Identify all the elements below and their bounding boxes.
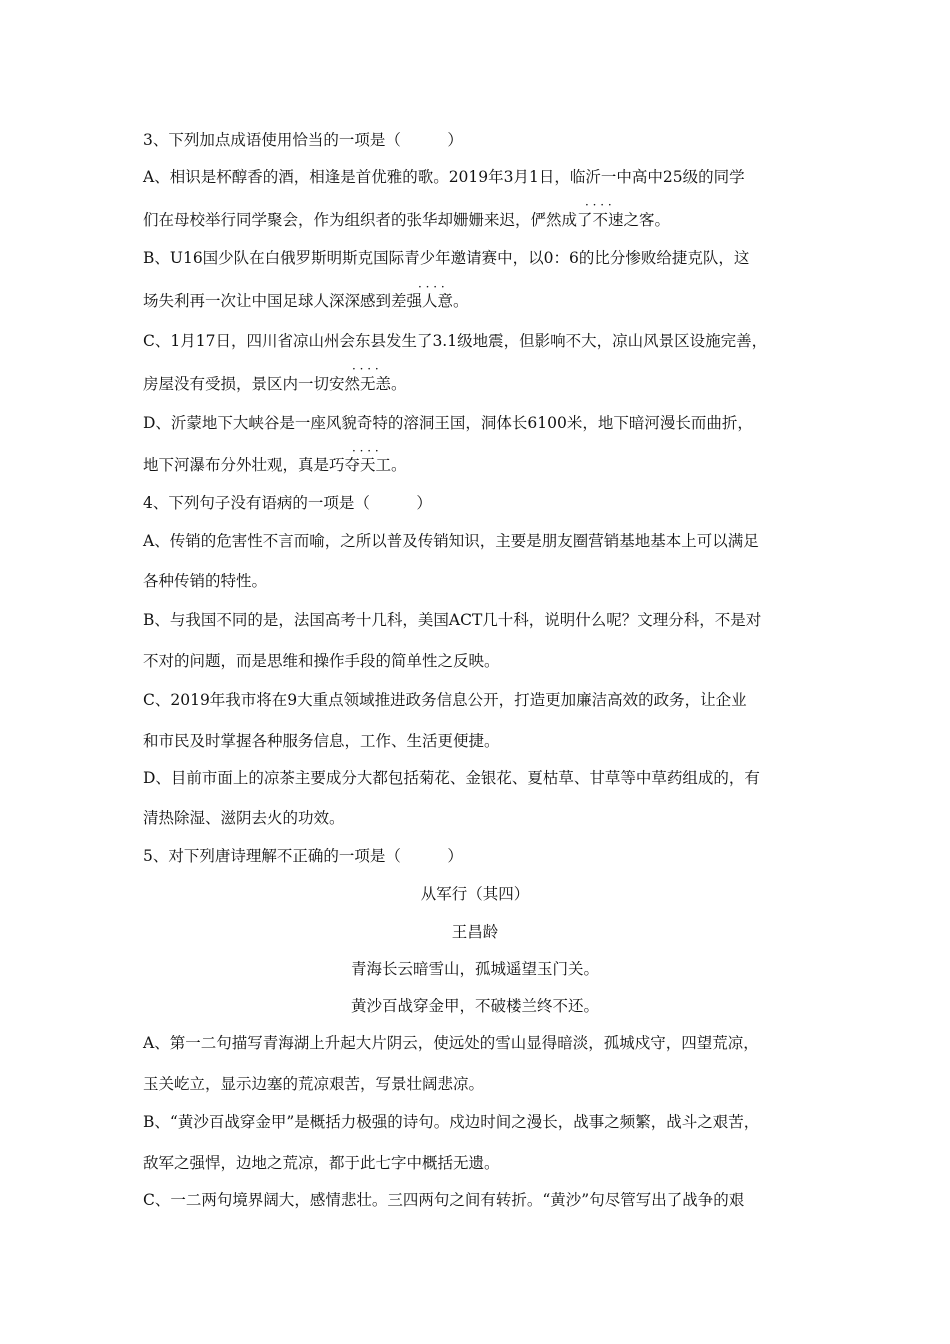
q3-option-d-line2: 地下河瀑布分外壮观，真是巧夺天工。 xyxy=(143,456,407,474)
q5-option-a-line2: 玉关屹立，显示边塞的荒凉艰苦，写景壮阔悲凉。 xyxy=(143,1075,485,1093)
question-3-stem: 3、下列加点成语使用恰当的一项是（ ） xyxy=(143,131,463,149)
q3-option-c-line1: C、1月17日，四川省凉山州会东县发生了3.1级地震，但影响不大，凉山风景区设施完善， xyxy=(143,332,768,350)
poem-line-1: 青海长云暗雪山，孤城遥望玉门关。 xyxy=(350,960,599,978)
q4-option-d-line2: 清热除湿、滋阴去火的功效。 xyxy=(143,809,345,827)
q4-option-b-line1: B、与我国不同的是，法国高考十几科，美国ACT几十科，说明什么呢？文理分科，不是对 xyxy=(143,611,762,629)
q4-option-c-line2: 和市民及时掌握各种服务信息，工作、生活更便捷。 xyxy=(143,732,500,750)
q5-option-c-line1: C、一二两句境界阔大，感情悲壮。三四两句之间有转折。“黄沙”句尽管写出了战争的艰 xyxy=(143,1191,745,1209)
q3-option-a-line1: A、相识是杯醇香的酒，相逢是首优雅的歌。2019年3月1日，临沂一中高中25级的同学 xyxy=(143,168,745,186)
q5-option-a-line1: A、第一二句描写青海湖上升起大片阴云，使远处的雪山显得暗淡，孤城戍守，四望荒凉， xyxy=(143,1034,759,1052)
q3-option-a-line2: 们在母校举行同学聚会，作为组织者的张华却姗姗来迟，俨然成了不速之客。 xyxy=(143,211,671,229)
question-5-stem: 5、对下列唐诗理解不正确的一项是（ ） xyxy=(143,847,463,865)
q4-option-a-line1: A、传销的危害性不言而喻，之所以普及传销知识，主要是朋友圈营销基地基本上可以满足 xyxy=(143,532,759,550)
q5-option-b-line1: B、“黄沙百战穿金甲”是概括力极强的诗句。戍边时间之漫长，战事之频繁，战斗之艰苦， xyxy=(143,1113,760,1131)
q3-option-b-line2: 场失利再一次让中国足球人深深感到差强人意。 xyxy=(143,292,469,310)
emphasis-dots: · · · · xyxy=(352,362,379,376)
poem-title: 从军行（其四） xyxy=(420,885,530,903)
emphasis-dots: · · · · xyxy=(352,444,379,458)
q3-option-d-line1: D、沂蒙地下大峡谷是一座风貌奇特的溶洞王国，洞体长6100米，地下暗河漫长而曲折， xyxy=(143,414,753,432)
poem-author: 王昌龄 xyxy=(451,923,499,941)
emphasis-dots: · · · · xyxy=(585,198,612,212)
q4-option-d-line1: D、目前市面上的凉茶主要成分大都包括菊花、金银花、夏枯草、甘草等中草药组成的，有 xyxy=(143,769,760,787)
q4-option-c-line1: C、2019年我市将在9大重点领域推进政务信息公开，打造更加廉洁高效的政务，让企业 xyxy=(143,691,747,709)
question-4-stem: 4、下列句子没有语病的一项是（ ） xyxy=(143,494,432,512)
q3-option-b-line1: B、U16国少队在白俄罗斯明斯克国际青少年邀请赛中，以0：6的比分惨败给捷克队，这 xyxy=(143,249,750,267)
q3-option-c-line2: 房屋没有受损，景区内一切安然无恙。 xyxy=(143,375,407,393)
emphasis-dots: · · · · xyxy=(418,280,445,294)
q4-option-b-line2: 不对的问题，而是思维和操作手段的简单性之反映。 xyxy=(143,652,500,670)
q4-option-a-line2: 各种传销的特性。 xyxy=(143,572,268,590)
q5-option-b-line2: 敌军之强悍，边地之荒凉，都于此七字中概括无遗。 xyxy=(143,1154,500,1172)
poem-line-2: 黄沙百战穿金甲，不破楼兰终不还。 xyxy=(350,997,599,1015)
